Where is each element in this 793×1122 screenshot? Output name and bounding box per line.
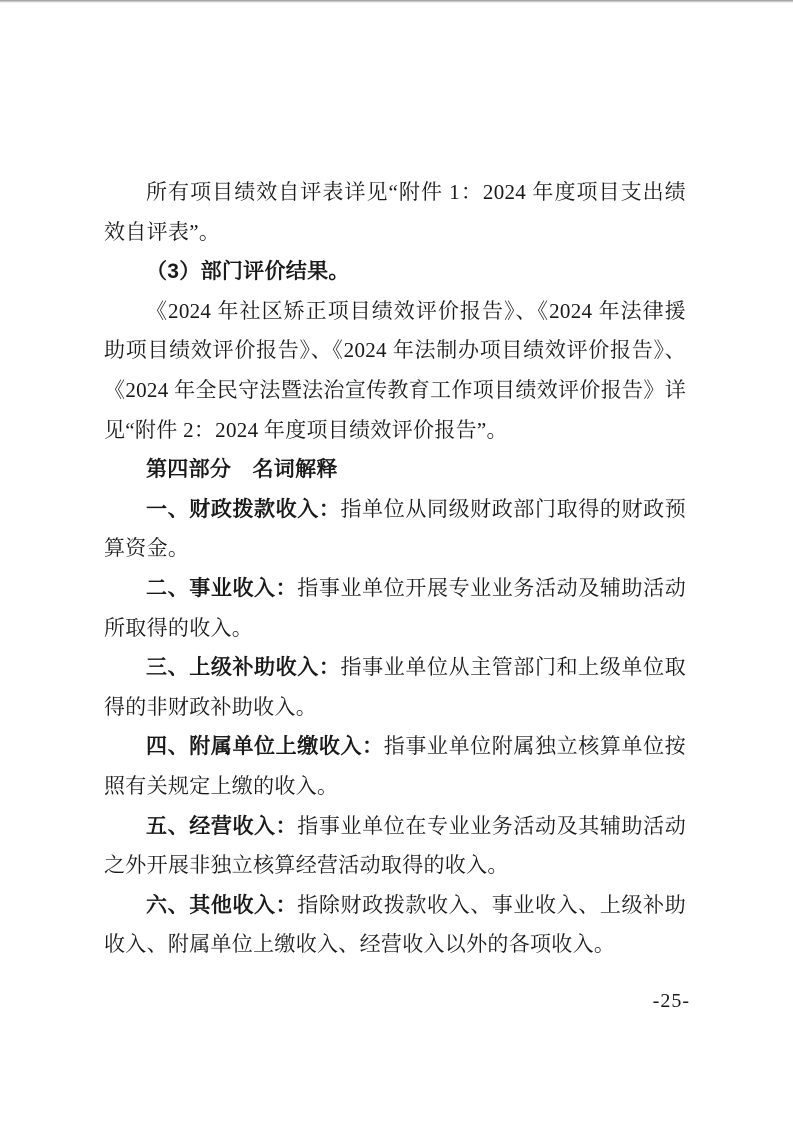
- paragraph-heading-part4-terms: [104, 450, 686, 490]
- paragraph-term-2-operating-income: [104, 569, 686, 648]
- text-run: 五、经营收入：: [146, 814, 298, 838]
- text-run: 一、财政拨款收入：: [146, 497, 341, 521]
- paragraph-para-eval-reports: [104, 292, 686, 450]
- text-run: 指单位从同级财政部门取得的财政预算资金。: [104, 496, 686, 561]
- text-run: 《2024 年社区矫正项目绩效评价报告》、《2024 年法律援助项目绩效评价报告》、《2024 年法制办项目绩效评价报告》、《2024 年全民守法暨法治宣传教育工作项目绩效评价报告》详见“附件 2：2024 年度项目绩效评价报告”。: [104, 298, 686, 442]
- text-run: 指事业单位开展专业业务活动及辅助活动所取得的收入。: [104, 575, 686, 640]
- paragraph-term-5-business-income: [104, 807, 686, 886]
- text-run: 指事业单位在专业业务活动及其辅助活动之外开展非独立核算经营活动取得的收入。: [104, 813, 686, 878]
- scan-edge-artifact: [0, 0, 793, 3]
- paragraph-heading-dept-eval-result: [104, 252, 686, 292]
- text-run: 所有项目绩效自评表详见“附件 1：2024 年度项目支出绩效自评表”。: [104, 180, 686, 244]
- text-run: 六、其他收入：: [146, 893, 298, 917]
- text-run: （3）部门评价结果。: [146, 260, 350, 284]
- text-run: 指事业单位附属独立核算单位按照有关规定上缴的收入。: [104, 734, 686, 798]
- paragraph-term-6-other-income: [104, 886, 686, 965]
- text-run: 指事业单位从主管部门和上级单位取得的非财政补助收入。: [104, 655, 686, 719]
- text-run: 二、事业收入：: [146, 576, 298, 600]
- text-run: 三、上级补助收入：: [146, 656, 341, 680]
- text-run: 指除财政拨款收入、事业收入、上级补助收入、附属单位上缴收入、经营收入以外的各项收入。: [104, 892, 686, 957]
- document-content: [104, 173, 686, 965]
- paragraph-term-1-fiscal-appropriation-income: [104, 490, 686, 569]
- paragraph-para-self-eval-note: [104, 173, 686, 252]
- text-run: 第四部分 名词解释: [146, 458, 338, 482]
- page-number: -25-: [652, 990, 690, 1012]
- paragraph-term-3-superior-subsidy-income: [104, 648, 686, 727]
- paragraph-term-4-affiliated-unit-remittance-income: [104, 727, 686, 806]
- text-run: 四、附属单位上缴收入：: [146, 735, 384, 759]
